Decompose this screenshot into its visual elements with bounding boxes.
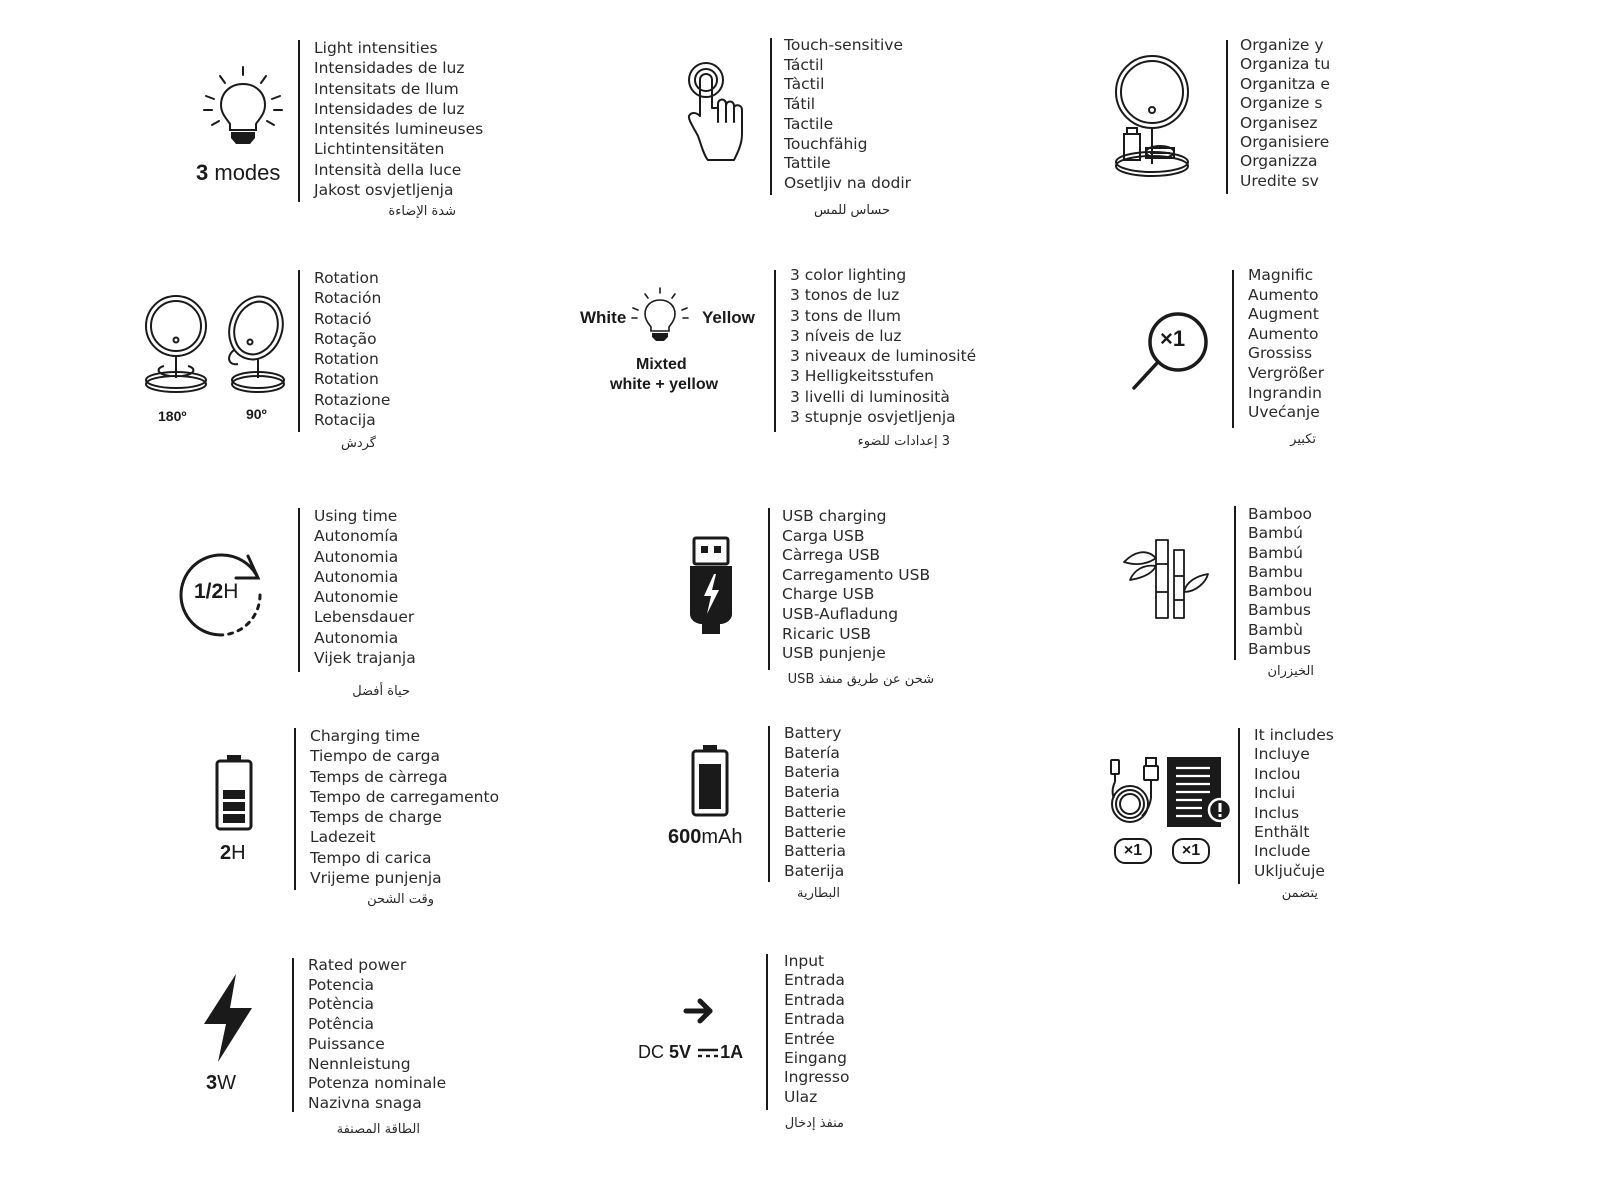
list-item: Puissance [308,1034,385,1053]
rotation-list [314,268,390,430]
list-item: USB-Aufladung [782,604,899,623]
list-item: Nazivna snaga [308,1093,422,1112]
divider [768,508,770,670]
manual-document-icon [1166,756,1232,828]
list-item: Rotazione [314,390,391,409]
list-item: Tactile [784,114,834,133]
list-item: Vrijeme punjenja [310,869,442,888]
list-item: Carga USB [782,526,865,545]
list-item: Tempo de carregamento [310,787,500,806]
list-item: Organizza [1240,152,1318,171]
arabic-label: يتضمن [1281,886,1318,901]
list-item: 3 Helligkeitsstufen [790,367,934,386]
list-item: Autonomie [314,588,399,607]
list-item: Using time [314,507,398,525]
list-item: Ingrandin [1248,383,1322,402]
list-item: Organiza tu [1240,55,1331,74]
arabic-label: شحن عن طريق منفذ USB [787,672,934,687]
list-item: Organisiere [1240,133,1330,152]
rated-power-list [308,956,446,1114]
divider [292,958,294,1112]
list-item: Temps de càrrega [310,767,448,786]
list-item: Potència [308,995,375,1014]
list-item: Light intensities [314,39,438,57]
battery-capacity-caption: 600mAh [668,826,743,848]
rotating-mirror-icon [142,294,290,406]
divider [766,954,768,1110]
list-item: Entrada [784,990,845,1009]
using-time-caption: 1/2H [194,580,239,603]
list-item: Bambù [1248,620,1303,639]
divider [1234,506,1236,660]
arabic-label: 3 إعدادات للضوء [857,434,950,449]
list-item: USB charging [782,507,887,525]
light-bulb-icon [630,286,690,348]
list-item: Organitza e [1240,74,1330,93]
list-item: Potência [308,1015,375,1034]
using-time-list [314,506,416,668]
list-item: Rotacija [314,411,376,430]
list-item: Bambú [1248,524,1303,543]
list-item: Incluye [1254,745,1310,764]
battery-list [784,724,846,882]
list-item: Entrada [784,1010,845,1029]
light-bulb-icon [200,62,286,152]
divider [1238,728,1240,884]
list-item: Entrée [784,1029,835,1048]
touch-sensitive-list [784,36,911,194]
list-item: Vergrößer [1248,363,1325,382]
charging-time-list [310,726,499,888]
list-item: Rotación [314,289,382,308]
list-item: 3 stupnje osvjetljenja [790,408,956,427]
list-item: Charge USB [782,585,875,604]
list-item: Touchfähig [784,134,868,153]
list-item: Battery [784,724,842,742]
list-item: Potenza nominale [308,1074,447,1093]
mirror-organizer-icon [1110,52,1194,184]
color-lighting-list [790,265,976,427]
list-item: Enthält [1254,823,1310,842]
list-item: Inclui [1254,784,1296,803]
lightning-bolt-icon [202,974,254,1062]
list-item: Tempo di carica [310,848,432,867]
list-item: 3 tons de llum [790,306,902,325]
charging-time-caption: 2H [220,842,246,864]
list-item: 3 tonos de luz [790,286,900,305]
list-item: Potencia [308,975,375,994]
list-item: Carregamento USB [782,565,931,584]
light-intensities-list [314,38,483,200]
arabic-label: الطاقة المصنفة [336,1122,420,1137]
dc-symbol-icon [697,1047,719,1059]
rotation-90-label: 90º [246,406,267,422]
list-item: Intensidades de luz [314,59,465,78]
divider [298,40,300,202]
divider [1226,40,1228,194]
list-item: Entrada [784,971,845,990]
list-item: Rotation [314,370,379,389]
arabic-label: شدة الإضاءة [388,204,456,219]
list-item: Lebensdauer [314,608,415,627]
divider [768,726,770,882]
includes-list [1254,726,1334,881]
list-item: Rotation [314,350,379,369]
divider [294,728,296,890]
list-item: Vijek trajanja [314,649,416,668]
list-item: Autonomia [314,547,399,566]
divider [774,270,776,432]
divider [298,508,300,672]
touch-hand-icon [684,60,748,164]
list-item: Uredite sv [1240,171,1319,190]
divider [770,38,772,195]
list-item: Càrrega USB [782,546,881,565]
arabic-label: منفذ إدخال [784,1116,844,1131]
white-label: White [580,308,627,327]
list-item: Tiempo de carga [310,747,440,766]
list-item: Augment [1248,305,1319,324]
rated-power-caption: 3W [206,1072,237,1094]
usb-cable-icon [1108,758,1162,826]
organize-list [1240,36,1331,191]
list-item: 3 color lighting [790,266,907,284]
list-item: 3 níveis de luz [790,326,902,345]
list-item: Batería [784,743,840,762]
list-item: Rated power [308,956,407,974]
list-item: Uključuje [1254,861,1325,880]
list-item: Organisez [1240,113,1318,132]
list-item: Autonomía [314,527,399,546]
list-item: Intensità della luce [314,160,462,179]
arabic-label: حساس للمس [814,203,890,218]
list-item: Osetljiv na dodir [784,173,911,192]
divider [298,270,300,432]
list-item: Bambu [1248,562,1303,581]
rotation-180-label: 180º [158,408,187,424]
list-item: Input [784,952,825,970]
list-item: 3 niveaux de luminosité [790,347,977,366]
list-item: Ulaz [784,1087,818,1106]
list-item: Tàctil [784,75,825,94]
magnify-badge: ×1 [1160,326,1186,351]
list-item: Charging time [310,727,420,745]
cable-count-badge: ×1 [1114,838,1152,864]
list-item: Bamboo [1248,505,1313,523]
list-item: Aumento [1248,324,1319,343]
arabic-label: وقت الشحن [367,892,434,907]
list-item: Ricaric USB [782,624,872,643]
list-item: Organize y [1240,36,1324,54]
list-item: Bateria [784,783,840,802]
list-item: Tattile [784,154,831,173]
list-item: Intensidades de luz [314,99,465,118]
list-item: Grossiss [1248,344,1313,363]
list-item: Aumento [1248,285,1319,304]
list-item: Jakost osvjetljenja [314,181,454,200]
list-item: Nennleistung [308,1054,411,1073]
manual-count-badge: ×1 [1172,838,1210,864]
list-item: Rotació [314,309,372,328]
list-item: Ingresso [784,1068,850,1087]
arrow-right-icon [682,996,716,1026]
list-item: Intensités lumineuses [314,120,484,139]
list-item: Bambú [1248,543,1303,562]
list-item: Táctil [784,55,824,74]
list-item: Inclou [1254,764,1301,783]
arabic-label: الخيزران [1267,664,1314,679]
divider [1232,270,1234,428]
battery-icon [690,744,730,818]
arabic-label: حياة أفضل [352,684,410,699]
usb-plug-icon [688,536,734,636]
list-item: Uvećanje [1248,403,1320,422]
list-item: Bambou [1248,582,1313,601]
list-item: Bambus [1248,640,1311,659]
list-item: USB punjenje [782,644,886,663]
list-item: Rotação [314,329,377,348]
list-item: Bambus [1248,601,1311,620]
mixted-label: Mixted [636,356,687,373]
list-item: Tátil [784,95,816,114]
list-item: Autonomia [314,628,399,647]
list-item: Bateria [784,763,840,782]
mixted-sub-label: white + yellow [610,376,719,393]
list-item: Intensitats de llum [314,79,459,98]
input-list [784,952,849,1107]
list-item: Include [1254,842,1311,861]
input-spec-caption: DC 5V 1A [638,1042,744,1062]
bamboo-list [1248,505,1318,659]
list-item: It includes [1254,726,1334,744]
list-item: Batteria [784,842,846,861]
list-item: Organize s [1240,94,1323,113]
battery-charging-icon [214,754,254,832]
arabic-label: گردش [340,436,376,451]
list-item: Touch-sensitive [784,36,903,54]
list-item: Baterija [784,861,845,880]
list-item: Ladezeit [310,828,376,847]
list-item: Batterie [784,822,847,841]
arabic-label: البطارية [797,886,840,901]
list-item: Autonomia [314,567,399,586]
magnification-list [1248,266,1325,423]
arabic-label: تكبير [1290,432,1316,447]
list-item: Eingang [784,1049,847,1068]
list-item: Batterie [784,802,847,821]
list-item: 3 livelli di luminosità [790,387,950,406]
yellow-label: Yellow [702,308,755,327]
list-item: Temps de charge [310,808,442,827]
list-item: Rotation [314,269,379,287]
list-item: Lichtintensitäten [314,140,445,159]
list-item: Magnific [1248,266,1314,284]
usb-charging-list [782,507,930,664]
bamboo-icon [1122,536,1212,622]
light-modes-caption: 3 modes [196,160,281,185]
list-item: Inclus [1254,803,1300,822]
